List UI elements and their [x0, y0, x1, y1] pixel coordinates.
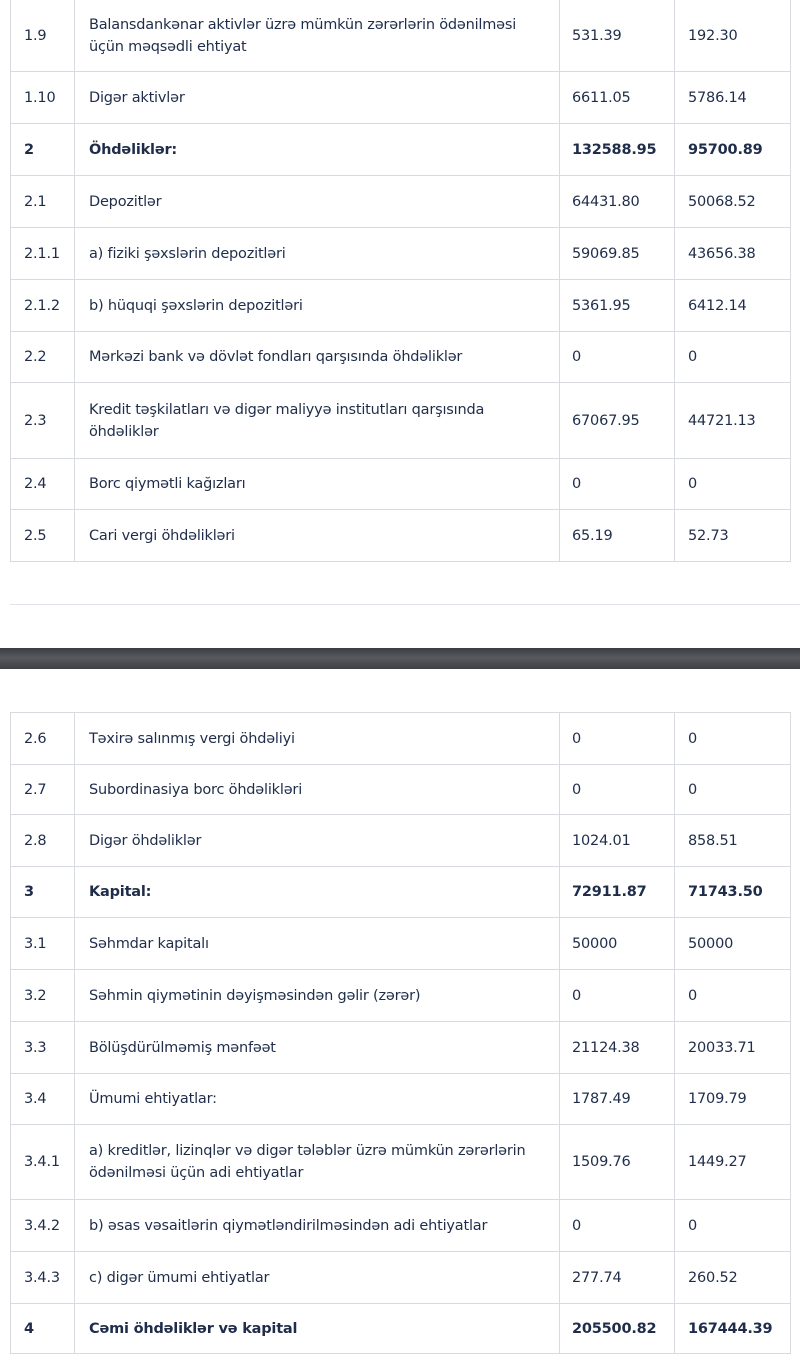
row-number: 2.4 [11, 459, 75, 510]
row-label: b) əsas vəsaitlərin qiymətləndirilməsindən adi ehtiyatlar [75, 1200, 560, 1252]
row-number: 1.9 [11, 0, 75, 72]
value-previous: 192.30 [675, 0, 791, 72]
row-number: 3.4.1 [11, 1125, 75, 1200]
value-current: 72911.87 [560, 867, 675, 918]
row-number: 2.6 [11, 713, 75, 765]
table-row [11, 459, 791, 510]
balance-table-part1 [10, 0, 791, 562]
value-current: 6611.05 [560, 72, 675, 124]
table-row [11, 1074, 791, 1125]
value-previous: 43656.38 [675, 228, 791, 280]
value-current: 205500.82 [560, 1304, 675, 1354]
table-row [11, 1125, 791, 1200]
value-current: 531.39 [560, 0, 675, 72]
value-current: 0 [560, 459, 675, 510]
value-current: 0 [560, 332, 675, 383]
row-label: Ümumi ehtiyatlar: [75, 1074, 560, 1125]
row-number: 2.1.1 [11, 228, 75, 280]
value-current: 1024.01 [560, 815, 675, 867]
value-previous: 0 [675, 332, 791, 383]
row-label: Təxirə salınmış vergi öhdəliyi [75, 713, 560, 765]
row-number: 2.3 [11, 383, 75, 459]
value-previous: 0 [675, 970, 791, 1022]
row-label: Öhdəliklər: [75, 124, 560, 176]
row-number: 2.1.2 [11, 280, 75, 332]
table-row [11, 970, 791, 1022]
table-row [11, 1200, 791, 1252]
table-row [11, 867, 791, 918]
table-row [11, 1022, 791, 1074]
value-previous: 20033.71 [675, 1022, 791, 1074]
row-label: Balansdankənar aktivlər üzrə mümkün zərərlərin ödənilməsi üçün məqsədli ehtiyat [75, 0, 560, 72]
table-row [11, 383, 791, 459]
value-previous: 52.73 [675, 510, 791, 562]
value-previous: 0 [675, 765, 791, 815]
value-current: 1787.49 [560, 1074, 675, 1125]
table-row [11, 713, 791, 765]
table-row [11, 815, 791, 867]
value-current: 21124.38 [560, 1022, 675, 1074]
row-label: Cari vergi öhdəlikləri [75, 510, 560, 562]
screenshot-seam-bar [0, 648, 800, 669]
value-current: 1509.76 [560, 1125, 675, 1200]
row-number: 2.5 [11, 510, 75, 562]
table-row [11, 124, 791, 176]
value-previous: 1709.79 [675, 1074, 791, 1125]
value-current: 50000 [560, 918, 675, 970]
row-label: Depozitlər [75, 176, 560, 228]
value-previous: 0 [675, 1200, 791, 1252]
row-label: Səhmin qiymətinin dəyişməsindən gəlir (zərər) [75, 970, 560, 1022]
value-previous: 858.51 [675, 815, 791, 867]
value-current: 67067.95 [560, 383, 675, 459]
value-previous: 0 [675, 459, 791, 510]
row-number: 3 [11, 867, 75, 918]
table-row [11, 0, 791, 72]
section-divider [10, 604, 800, 605]
row-label: Subordinasiya borc öhdəlikləri [75, 765, 560, 815]
row-label: Cəmi öhdəliklər və kapital [75, 1304, 560, 1354]
table-row [11, 332, 791, 383]
row-label: Digər aktivlər [75, 72, 560, 124]
table-body [11, 0, 791, 562]
value-previous: 5786.14 [675, 72, 791, 124]
value-previous: 50068.52 [675, 176, 791, 228]
value-current: 65.19 [560, 510, 675, 562]
row-number: 2.7 [11, 765, 75, 815]
row-label: Mərkəzi bank və dövlət fondları qarşısında öhdəliklər [75, 332, 560, 383]
row-number: 3.4.3 [11, 1252, 75, 1304]
row-label: a) fiziki şəxslərin depozitləri [75, 228, 560, 280]
row-number: 3.1 [11, 918, 75, 970]
value-previous: 6412.14 [675, 280, 791, 332]
value-current: 5361.95 [560, 280, 675, 332]
row-label: b) hüquqi şəxslərin depozitləri [75, 280, 560, 332]
row-number: 3.4 [11, 1074, 75, 1125]
value-previous: 0 [675, 713, 791, 765]
value-previous: 50000 [675, 918, 791, 970]
table-row [11, 228, 791, 280]
balance-table-part2 [10, 712, 791, 1354]
table-row [11, 176, 791, 228]
row-number: 2.8 [11, 815, 75, 867]
value-current: 0 [560, 1200, 675, 1252]
row-number: 2 [11, 124, 75, 176]
row-label: Digər öhdəliklər [75, 815, 560, 867]
row-label: Borc qiymətli kağızları [75, 459, 560, 510]
row-number: 3.3 [11, 1022, 75, 1074]
table-row [11, 510, 791, 562]
row-label: Kredit təşkilatları və digər maliyyə institutları qarşısında öhdəliklər [75, 383, 560, 459]
row-number: 4 [11, 1304, 75, 1354]
value-previous: 260.52 [675, 1252, 791, 1304]
value-current: 59069.85 [560, 228, 675, 280]
row-number: 3.2 [11, 970, 75, 1022]
value-previous: 71743.50 [675, 867, 791, 918]
row-label: a) kreditlər, lizinqlər və digər tələblər üzrə mümkün zərərlərin ödənilməsi üçün adi ehtiyatlar [75, 1125, 560, 1200]
row-number: 2.2 [11, 332, 75, 383]
value-previous: 44721.13 [675, 383, 791, 459]
value-current: 0 [560, 765, 675, 815]
value-current: 0 [560, 713, 675, 765]
table-body [11, 713, 791, 1354]
row-label: Bölüşdürülməmiş mənfəət [75, 1022, 560, 1074]
value-previous: 167444.39 [675, 1304, 791, 1354]
value-current: 132588.95 [560, 124, 675, 176]
row-label: Səhmdar kapitalı [75, 918, 560, 970]
row-label: c) digər ümumi ehtiyatlar [75, 1252, 560, 1304]
value-current: 277.74 [560, 1252, 675, 1304]
row-number: 1.10 [11, 72, 75, 124]
table-row [11, 918, 791, 970]
row-label: Kapital: [75, 867, 560, 918]
value-previous: 95700.89 [675, 124, 791, 176]
table-row [11, 72, 791, 124]
table-row [11, 1304, 791, 1354]
value-current: 64431.80 [560, 176, 675, 228]
table-row [11, 1252, 791, 1304]
row-number: 3.4.2 [11, 1200, 75, 1252]
value-previous: 1449.27 [675, 1125, 791, 1200]
row-number: 2.1 [11, 176, 75, 228]
table-row [11, 280, 791, 332]
value-current: 0 [560, 970, 675, 1022]
table-row [11, 765, 791, 815]
